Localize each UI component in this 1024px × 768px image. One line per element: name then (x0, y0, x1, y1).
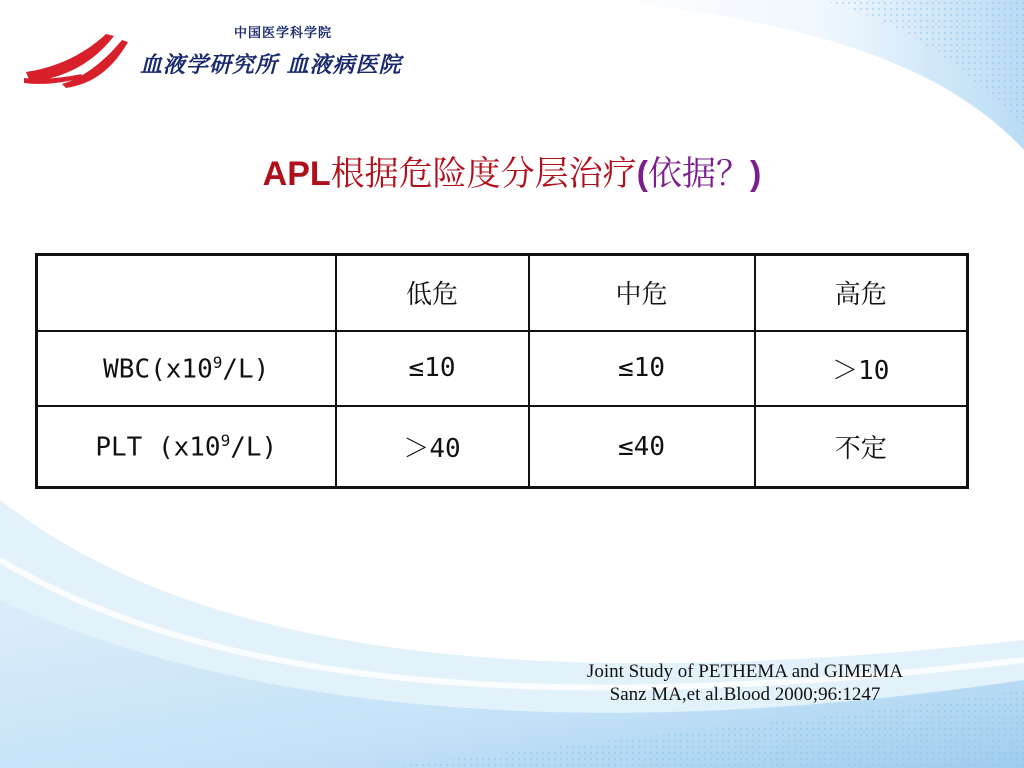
logo-mark-icon (22, 28, 132, 88)
row-label-prefix: WBC(x10 (103, 354, 213, 385)
row-label-suffix: /L) (230, 432, 278, 463)
row-label-exponent: 9 (220, 430, 231, 450)
table-row-plt (37, 406, 968, 487)
risk-stratification-table (35, 253, 969, 489)
reference-line-2: Sanz MA,et al.Blood 2000;96:1247 (609, 684, 881, 705)
row-label-wbc (37, 331, 336, 406)
cell-plt-low: ＞40 (336, 406, 529, 487)
reference-citation (510, 660, 980, 706)
title-latin: APL (262, 155, 331, 193)
slide-title (0, 146, 1024, 195)
reference-line-1: Joint Study of PETHEMA and GIMEMA (586, 661, 904, 682)
row-label-prefix: PLT (x10 (95, 432, 221, 463)
institution-logo (22, 18, 442, 88)
table-header-row (37, 255, 968, 331)
header-cell-high-risk: 高危 (755, 255, 968, 331)
header-cell-intermediate-risk: 中危 (529, 255, 755, 331)
row-label-suffix: /L) (222, 354, 270, 385)
cell-wbc-low: ≤10 (336, 331, 529, 406)
cell-plt-high: 不定 (755, 406, 968, 487)
cell-plt-intermediate: ≤40 (529, 406, 755, 487)
title-cjk: 根据危险度分层治疗 (330, 154, 637, 194)
cell-wbc-high: ＞10 (755, 331, 968, 406)
header-cell-low-risk: 低危 (336, 255, 529, 331)
logo-institute-names: 血液学研究所 血液病医院 (140, 52, 402, 78)
title-paren-close: ) (750, 155, 762, 193)
table-row-wbc (37, 331, 968, 406)
cell-wbc-intermediate: ≤10 (529, 331, 755, 406)
title-paren-open: ( (636, 155, 648, 193)
row-label-exponent: 9 (212, 352, 223, 372)
logo-institution-line: 中国医学科学院 (234, 26, 333, 41)
header-cell-empty (37, 255, 336, 331)
row-label-plt (37, 406, 336, 487)
title-basis: 依据？ (648, 154, 750, 194)
